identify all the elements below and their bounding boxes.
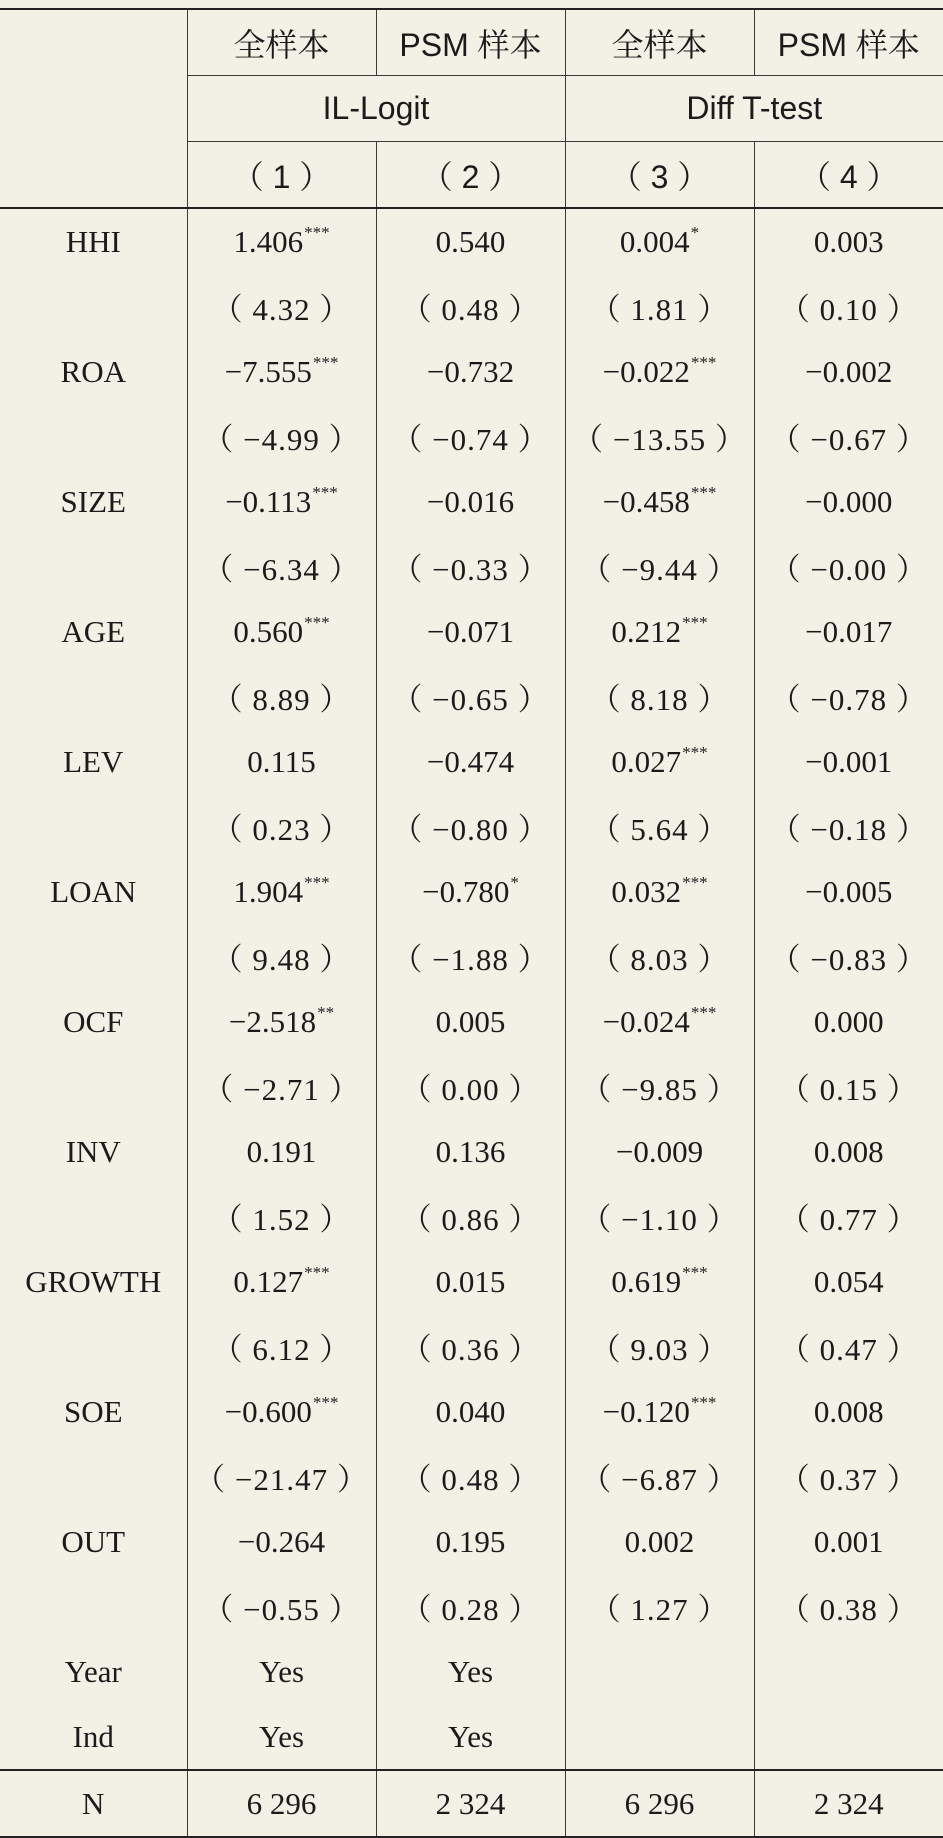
coefficient-value: 0.191 — [246, 1133, 317, 1169]
control-value-cell: Yes — [376, 1639, 565, 1704]
t-statistic-cell: （ 1.52 ） — [187, 1184, 376, 1249]
t-statistic-cell: （ −4.99 ） — [187, 404, 376, 469]
coefficient-cell — [376, 729, 565, 794]
table-row-coefficient — [0, 339, 943, 404]
header-corner — [0, 142, 187, 209]
table-row-t-statistic — [0, 924, 943, 989]
table-row-observations — [0, 1770, 943, 1837]
control-value-cell: Yes — [187, 1639, 376, 1704]
coefficient-cell — [187, 989, 376, 1054]
variable-label-empty — [0, 924, 187, 989]
variable-label: INV — [65, 1133, 121, 1169]
variable-label-empty — [0, 1184, 187, 1249]
coefficient-cell — [754, 859, 943, 924]
coefficient-cell — [565, 208, 754, 274]
table-row-coefficient — [0, 1119, 943, 1184]
table-row-coefficient — [0, 729, 943, 794]
coefficient-value: 1.904 — [233, 873, 304, 909]
t-statistic-cell: （ −0.74 ） — [376, 404, 565, 469]
significance-stars: *** — [690, 482, 717, 502]
coefficient-cell — [565, 729, 754, 794]
header-method-diff-ttest: Diff T-test — [565, 76, 943, 142]
coefficient-value: 0.000 — [813, 1003, 884, 1039]
significance-stars: * — [690, 222, 700, 242]
table-row-control — [0, 1704, 943, 1770]
coefficient-value: −0.600 — [224, 1393, 312, 1429]
t-statistic-cell: （ 8.18 ） — [565, 664, 754, 729]
t-statistic-cell: （ −9.85 ） — [565, 1054, 754, 1119]
header-col-number-1: （ 1 ） — [187, 142, 376, 209]
coefficient-value: 0.027 — [611, 743, 682, 779]
table-row-coefficient — [0, 1379, 943, 1444]
significance-stars: *** — [690, 1002, 717, 1022]
table-row-t-statistic — [0, 1314, 943, 1379]
header-col-number-3: （ 3 ） — [565, 142, 754, 209]
regression-table — [0, 8, 943, 1838]
variable-label: LOAN — [50, 873, 137, 909]
header-corner — [0, 9, 187, 76]
t-statistic-cell: （ −0.00 ） — [754, 534, 943, 599]
coefficient-cell — [376, 1509, 565, 1574]
t-statistic-cell: （ 0.48 ） — [376, 274, 565, 339]
coefficient-cell — [187, 339, 376, 404]
variable-label: ROA — [60, 353, 126, 389]
control-label: Year — [64, 1653, 122, 1689]
variable-label-empty — [0, 794, 187, 859]
t-statistic-cell: （ 8.03 ） — [565, 924, 754, 989]
coefficient-value: −7.555 — [224, 353, 312, 389]
t-statistic-cell: （ 0.28 ） — [376, 1574, 565, 1639]
coefficient-cell — [565, 1509, 754, 1574]
t-statistic-cell: （ −1.10 ） — [565, 1184, 754, 1249]
coefficient-cell — [376, 989, 565, 1054]
significance-stars: * — [510, 872, 519, 892]
control-value-cell — [565, 1639, 754, 1704]
coefficient-cell — [754, 1379, 943, 1444]
coefficient-cell — [754, 1249, 943, 1314]
variable-label-empty — [0, 1574, 187, 1639]
coefficient-cell — [187, 208, 376, 274]
coefficient-value: 0.040 — [435, 1393, 506, 1429]
coefficient-cell — [754, 729, 943, 794]
coefficient-value: 0.005 — [435, 1003, 506, 1039]
t-statistic-cell: （ −0.83 ） — [754, 924, 943, 989]
table-body — [0, 208, 943, 1837]
table-row-coefficient — [0, 1509, 943, 1574]
t-statistic-cell: （ −0.18 ） — [754, 794, 943, 859]
significance-stars: *** — [304, 1262, 330, 1282]
coefficient-cell — [376, 1379, 565, 1444]
variable-label: SOE — [63, 1393, 123, 1429]
coefficient-value: 0.115 — [247, 743, 316, 779]
coefficient-value: 0.008 — [813, 1133, 884, 1169]
coefficient-cell — [565, 989, 754, 1054]
coefficient-cell — [754, 1509, 943, 1574]
t-statistic-cell: （ 0.77 ） — [754, 1184, 943, 1249]
coefficient-cell — [376, 1249, 565, 1314]
significance-stars: *** — [682, 612, 708, 632]
significance-stars: *** — [304, 612, 330, 632]
t-statistic-cell: （ −0.33 ） — [376, 534, 565, 599]
significance-stars: *** — [304, 222, 330, 242]
coefficient-value: 0.008 — [813, 1393, 884, 1429]
t-statistic-cell: （ 0.38 ） — [754, 1574, 943, 1639]
coefficient-value: 0.540 — [435, 223, 506, 259]
coefficient-value: −0.780 — [422, 873, 510, 909]
observations-value-cell: 2 324 — [754, 1770, 943, 1837]
t-statistic-cell: （ 0.23 ） — [187, 794, 376, 859]
header-full-sample-1: 全样本 — [187, 9, 376, 76]
coefficient-cell — [754, 599, 943, 664]
coefficient-cell — [376, 339, 565, 404]
variable-label: GROWTH — [25, 1263, 162, 1299]
table-row-t-statistic — [0, 1184, 943, 1249]
t-statistic-cell: （ 0.48 ） — [376, 1444, 565, 1509]
t-statistic-cell: （ 1.81 ） — [565, 274, 754, 339]
coefficient-value: −0.000 — [805, 483, 893, 519]
coefficient-cell — [565, 599, 754, 664]
header-corner — [0, 76, 187, 142]
control-value-cell — [754, 1704, 943, 1770]
coefficient-value: 0.212 — [611, 613, 682, 649]
t-statistic-cell: （ 0.15 ） — [754, 1054, 943, 1119]
significance-stars: *** — [304, 872, 330, 892]
t-statistic-cell: （ 8.89 ） — [187, 664, 376, 729]
t-statistic-cell: （ −21.47 ） — [187, 1444, 376, 1509]
coefficient-cell — [376, 1119, 565, 1184]
coefficient-cell — [565, 339, 754, 404]
table-row-t-statistic — [0, 1054, 943, 1119]
coefficient-value: 0.003 — [813, 223, 884, 259]
significance-stars: *** — [682, 872, 708, 892]
t-statistic-cell: （ 0.37 ） — [754, 1444, 943, 1509]
coefficient-value: −0.017 — [805, 613, 893, 649]
significance-stars: ** — [317, 1002, 335, 1022]
table-row-t-statistic — [0, 1444, 943, 1509]
coefficient-cell — [376, 469, 565, 534]
coefficient-cell — [565, 1249, 754, 1314]
coefficient-value: 0.127 — [233, 1263, 304, 1299]
t-statistic-cell: （ −0.55 ） — [187, 1574, 376, 1639]
t-statistic-cell: （ 9.03 ） — [565, 1314, 754, 1379]
t-statistic-cell: （ −0.65 ） — [376, 664, 565, 729]
observations-value-cell: 2 324 — [376, 1770, 565, 1837]
t-statistic-cell: （ −0.80 ） — [376, 794, 565, 859]
t-statistic-cell: （ 0.00 ） — [376, 1054, 565, 1119]
coefficient-cell — [187, 599, 376, 664]
coefficient-cell — [187, 1379, 376, 1444]
t-statistic-cell: （ 0.86 ） — [376, 1184, 565, 1249]
coefficient-cell — [376, 599, 565, 664]
coefficient-cell — [187, 469, 376, 534]
coefficient-value: −0.113 — [225, 483, 312, 519]
coefficient-cell — [565, 1379, 754, 1444]
coefficient-value: 1.406 — [233, 223, 304, 259]
coefficient-cell — [187, 1509, 376, 1574]
coefficient-cell — [376, 859, 565, 924]
coefficient-cell — [376, 208, 565, 274]
variable-label-empty — [0, 664, 187, 729]
coefficient-value: −0.474 — [426, 743, 515, 779]
coefficient-value: 0.015 — [435, 1263, 506, 1299]
coefficient-value: 0.032 — [611, 873, 682, 909]
t-statistic-cell: （ −1.88 ） — [376, 924, 565, 989]
coefficient-value: −0.002 — [805, 353, 893, 389]
significance-stars: *** — [312, 352, 339, 372]
header-method-il-logit: IL-Logit — [187, 76, 565, 142]
coefficient-value: −0.732 — [426, 353, 515, 389]
variable-label-empty — [0, 274, 187, 339]
significance-stars: *** — [312, 482, 338, 502]
variable-label-empty — [0, 534, 187, 599]
observations-value-cell: 6 296 — [565, 1770, 754, 1837]
coefficient-value: −0.016 — [426, 483, 515, 519]
coefficient-value: −2.518 — [228, 1003, 317, 1039]
header-psm-sample-4: PSM 样本 — [754, 9, 943, 76]
control-value-cell — [565, 1704, 754, 1770]
header-psm-sample-2: PSM 样本 — [376, 9, 565, 76]
coefficient-value: −0.022 — [602, 353, 690, 389]
variable-label-empty — [0, 1444, 187, 1509]
observations-label: N — [0, 1770, 187, 1837]
coefficient-cell — [565, 469, 754, 534]
control-value-cell: Yes — [187, 1704, 376, 1770]
control-value-cell: Yes — [376, 1704, 565, 1770]
coefficient-value: −0.009 — [615, 1133, 704, 1169]
t-statistic-cell: （ −13.55 ） — [565, 404, 754, 469]
variable-label-empty — [0, 1054, 187, 1119]
t-statistic-cell: （ 0.47 ） — [754, 1314, 943, 1379]
variable-label: HHI — [65, 223, 121, 259]
table-row-t-statistic — [0, 404, 943, 469]
table-row-t-statistic — [0, 274, 943, 339]
table-row-coefficient — [0, 208, 943, 274]
table-row-coefficient — [0, 859, 943, 924]
coefficient-value: 0.001 — [813, 1523, 884, 1559]
t-statistic-cell: （ 6.12 ） — [187, 1314, 376, 1379]
coefficient-cell — [754, 989, 943, 1054]
coefficient-cell — [187, 729, 376, 794]
header-row-sample — [0, 9, 943, 76]
header-col-number-2: （ 2 ） — [376, 142, 565, 209]
t-statistic-cell: （ 5.64 ） — [565, 794, 754, 859]
coefficient-value: 0.619 — [611, 1263, 682, 1299]
variable-label: OUT — [61, 1523, 126, 1559]
significance-stars: *** — [682, 1262, 708, 1282]
header-row-method — [0, 76, 943, 142]
table-row-coefficient — [0, 599, 943, 664]
control-value-cell — [754, 1639, 943, 1704]
variable-label-empty — [0, 404, 187, 469]
coefficient-value: −0.071 — [426, 613, 515, 649]
header-row-column-numbers — [0, 142, 943, 209]
t-statistic-cell: （ 0.10 ） — [754, 274, 943, 339]
variable-label: LEV — [63, 743, 124, 779]
coefficient-value: −0.001 — [805, 743, 893, 779]
t-statistic-cell: （ −2.71 ） — [187, 1054, 376, 1119]
table-row-coefficient — [0, 1249, 943, 1314]
coefficient-cell — [754, 1119, 943, 1184]
coefficient-value: −0.005 — [805, 873, 893, 909]
coefficient-value: −0.458 — [602, 483, 690, 519]
table-row-t-statistic — [0, 1574, 943, 1639]
significance-stars: *** — [690, 352, 717, 372]
coefficient-value: 0.136 — [435, 1133, 506, 1169]
header-full-sample-3: 全样本 — [565, 9, 754, 76]
significance-stars: *** — [312, 1392, 339, 1412]
variable-label-empty — [0, 1314, 187, 1379]
coefficient-value: −0.264 — [237, 1523, 326, 1559]
coefficient-cell — [754, 208, 943, 274]
table-row-coefficient — [0, 469, 943, 534]
coefficient-cell — [187, 1249, 376, 1314]
t-statistic-cell: （ 4.32 ） — [187, 274, 376, 339]
coefficient-value: 0.054 — [813, 1263, 884, 1299]
header-col-number-4: （ 4 ） — [754, 142, 943, 209]
table-row-coefficient — [0, 989, 943, 1054]
significance-stars: *** — [690, 1392, 717, 1412]
coefficient-cell — [565, 859, 754, 924]
t-statistic-cell: （ 1.27 ） — [565, 1574, 754, 1639]
t-statistic-cell: （ 9.48 ） — [187, 924, 376, 989]
coefficient-cell — [187, 859, 376, 924]
t-statistic-cell: （ 0.36 ） — [376, 1314, 565, 1379]
t-statistic-cell: （ −0.67 ） — [754, 404, 943, 469]
coefficient-cell — [754, 469, 943, 534]
t-statistic-cell: （ −0.78 ） — [754, 664, 943, 729]
t-statistic-cell: （ −6.34 ） — [187, 534, 376, 599]
variable-label: SIZE — [60, 483, 126, 519]
table-row-t-statistic — [0, 664, 943, 729]
table-row-t-statistic — [0, 534, 943, 599]
coefficient-value: 0.560 — [233, 613, 304, 649]
t-statistic-cell: （ −6.87 ） — [565, 1444, 754, 1509]
control-label: Ind — [72, 1718, 114, 1754]
table-row-t-statistic — [0, 794, 943, 859]
table-row-control — [0, 1639, 943, 1704]
coefficient-value: 0.002 — [624, 1523, 695, 1559]
variable-label: AGE — [61, 613, 126, 649]
coefficient-value: −0.120 — [602, 1393, 690, 1429]
significance-stars: *** — [682, 742, 708, 762]
coefficient-cell — [754, 339, 943, 404]
coefficient-value: 0.004 — [619, 223, 690, 259]
coefficient-value: −0.024 — [602, 1003, 690, 1039]
t-statistic-cell: （ −9.44 ） — [565, 534, 754, 599]
coefficient-value: 0.195 — [435, 1523, 506, 1559]
variable-label: OCF — [63, 1003, 124, 1039]
coefficient-cell — [187, 1119, 376, 1184]
observations-value-cell: 6 296 — [187, 1770, 376, 1837]
coefficient-cell — [565, 1119, 754, 1184]
